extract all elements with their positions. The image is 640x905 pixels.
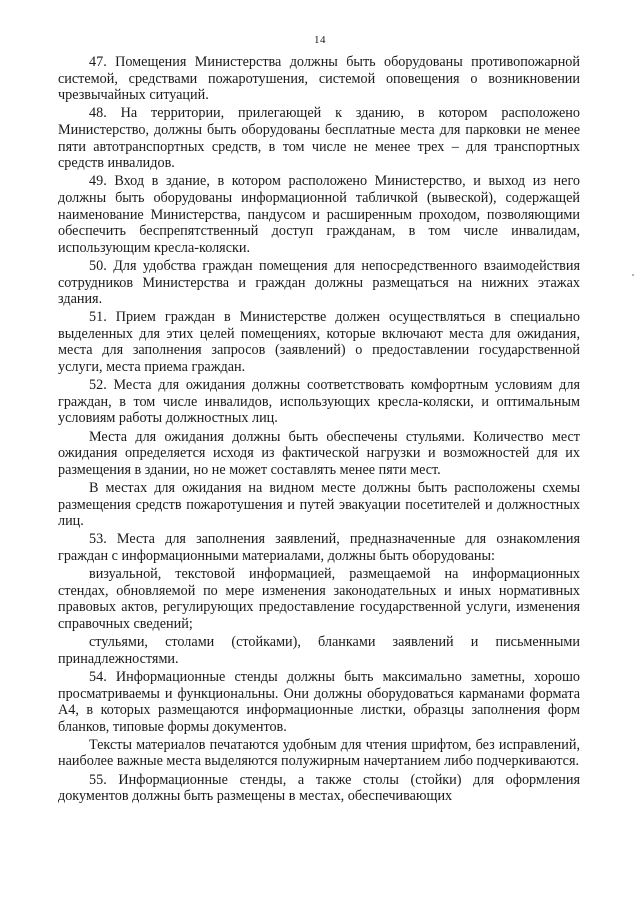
paragraph-49: 49. Вход в здание, в котором расположено Министерство, и выход из него должны быть оборудованы информационной табличкой (вывеской), содержащей наименование Министерства, пандусом и расширенным проходом, позволяющими обеспечить беспрепятственный доступ гражданам, в том числе инвалидам, использующим кресла-коляски.: [58, 173, 580, 256]
paragraph-52-waiting-seats: Места для ожидания должны быть обеспечены стульями. Количество мест ожидания определяется исходя из фактической нагрузки и возможностей для их размещения в здании, но не может составлять менее пяти мест.: [58, 428, 580, 478]
paragraph-53-furniture: стульями, столами (стойками), бланками заявлений и письменными принадлежностями.: [58, 634, 580, 667]
paragraph-51: 51. Прием граждан в Министерстве должен осуществляться в специально выделенных для этих целей помещениях, которые включают места для ожидания, места для заполнения запросов (заявлений) о предоставлении государственной услуги, места приема граждан.: [58, 309, 580, 376]
paragraph-54: 54. Информационные стенды должны быть максимально заметны, хорошо просматриваемы и функциональны. Они должны оборудоваться карманами формата А4, в которых размещаются информационные листки, образцы заполнения форм бланков, типовые формы документов.: [58, 668, 580, 735]
paragraph-52-evacuation-schemes: В местах для ожидания на видном месте должны быть расположены схемы размещения средств пожаротушения и путей эвакуации посетителей и должностных лиц.: [58, 480, 580, 530]
document-body: [58, 54, 580, 805]
page-number: 14: [314, 34, 326, 46]
paragraph-53: 53. Места для заполнения заявлений, предназначенные для ознакомления граждан с информационными материалами, должны быть оборудованы:: [58, 531, 580, 564]
paragraph-55: 55. Информационные стенды, а также столы (стойки) для оформления документов должны быть размещены в местах, обеспечивающих: [58, 771, 580, 805]
paragraph-47: 47. Помещения Министерства должны быть оборудованы противопожарной системой, средствами пожаротушения, системой оповещения о возникновении чрезвычайных ситуаций.: [58, 54, 580, 104]
paragraph-53-visual-info: визуальной, текстовой информацией, размещаемой на информационных стендах, обновляемой по мере изменения законодательных и иных нормативных правовых актов, регулирующих предоставление государственной услуги, изменения справочных сведений;: [58, 566, 580, 632]
paragraph-48: 48. На территории, прилегающей к зданию, в котором расположено Министерство, должны быть оборудованы бесплатные места для парковки не менее пяти автотранспортных средств, в том числе не менее трех – для транспортных средств инвалидов.: [58, 105, 580, 172]
paragraph-52: 52. Места для ожидания должны соответствовать комфортным условиям для граждан, в том числе инвалидов, использующих кресла-коляски, и оптимальным условиям работы должностных лиц.: [58, 377, 580, 427]
scan-speck: [632, 274, 634, 276]
paragraph-50: 50. Для удобства граждан помещения для непосредственного взаимодействия сотрудников Министерства и граждан должны размещаться на нижних этажах здания.: [58, 257, 580, 308]
paragraph-54-font: Тексты материалов печатаются удобным для чтения шрифтом, без исправлений, наиболее важные места выделяются полужирным начертанием либо подчеркиваются.: [58, 736, 580, 770]
